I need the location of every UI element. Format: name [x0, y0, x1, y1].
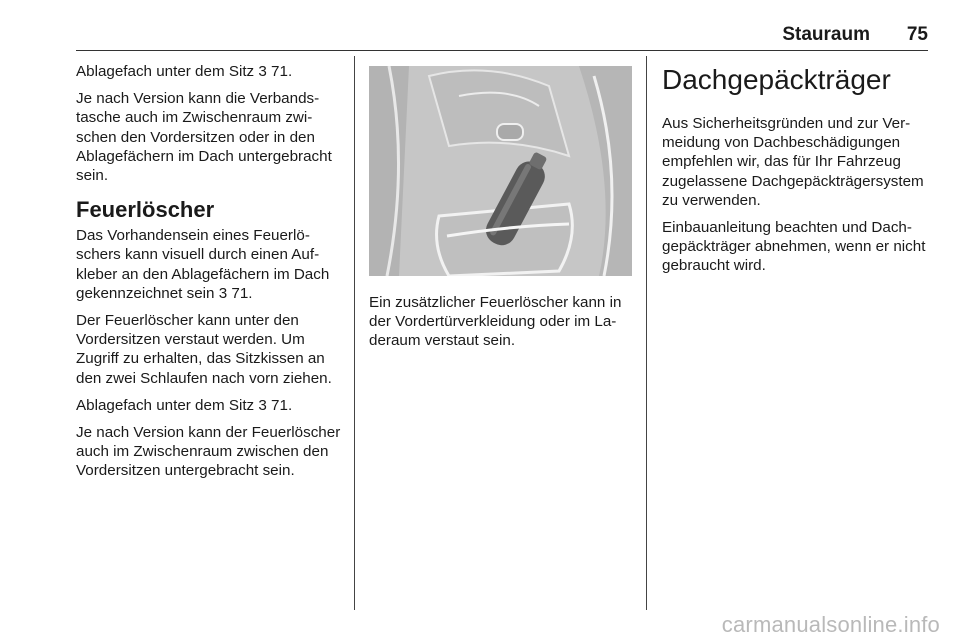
xref-paragraph-2 — [76, 226, 342, 303]
fire-extinguisher-illustration — [369, 66, 632, 276]
column-3 — [662, 62, 930, 284]
column-1 — [76, 62, 342, 489]
paragraph: Je nach Version kann die Verbandstasche auch im Zwischenraum zwischen den Vordersitzen oder in den Ablagefächern im Dach untergebracht sein. — [76, 90, 332, 185]
section-heading: Feuerlöscher — [76, 197, 215, 223]
xref-text: Ablagefach unter dem Sitz — [76, 396, 255, 414]
paragraph: Der Feuerlöscher kann unter den Vordersitzen verstaut werden. Um Zugriff zu erhalten, das Sitzkissen an den zwei Schlaufen nach vorn ziehen. — [76, 312, 332, 387]
xref-paragraph-3 — [76, 396, 342, 415]
column-divider-2 — [646, 56, 647, 610]
door-pocket-icon — [369, 66, 632, 276]
page-number: 75 — [906, 24, 928, 45]
xref-paragraph-1 — [76, 62, 342, 81]
paragraph-text: Das Vorhandensein eines Feuerlöschers kann visuell durch einen Aufkleber an den Ablagefächern im Dach gekennzeichnet sein — [76, 227, 330, 302]
paragraph: Einbauanleitung beachten und Dachgepäckträger abnehmen, wenn er nicht gebraucht wird. — [662, 219, 926, 275]
section-title: Stauraum — [782, 24, 870, 45]
arrow-icon[interactable]: 3 — [218, 284, 228, 302]
header-rule — [76, 50, 928, 51]
xref-page[interactable]: 71. — [266, 63, 293, 80]
watermark: carmanualsonline.info — [721, 612, 940, 637]
figure-caption: Ein zusätzlicher Feuerlöscher kann in der Vordertürverkleidung oder im Laderaum verstaut sein. — [369, 294, 622, 350]
xref-page[interactable]: 71. — [227, 284, 253, 302]
column-divider-1 — [354, 56, 355, 610]
section-heading: Dachgepäckträger — [662, 64, 891, 95]
arrow-icon[interactable]: 3 — [258, 396, 267, 414]
paragraph: Je nach Version kann der Feuerlöscher auch im Zwischenraum zwischen den Vordersitzen untergebracht sein. — [76, 424, 341, 480]
xref-text: Ablagefach unter dem Sitz — [76, 63, 255, 80]
arrow-icon[interactable]: 3 — [258, 63, 267, 80]
paragraph: Aus Sicherheitsgründen und zur Vermeidung von Dachbeschädigungen empfehlen wir, das für Ihr Fahrzeug zugelassene Dachgepäckträgersystem zu verwenden. — [662, 115, 924, 209]
xref-page[interactable]: 71. — [266, 396, 293, 414]
